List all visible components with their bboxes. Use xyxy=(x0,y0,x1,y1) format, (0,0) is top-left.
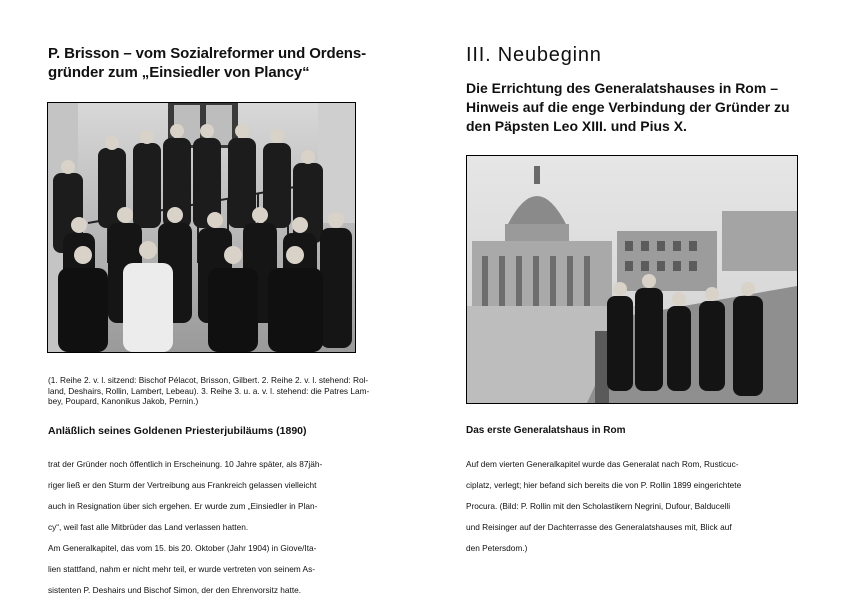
left-body-line: auch in Resignation über sich ergehen. Er wurde zum „Einsiedler in Plan- xyxy=(48,500,318,511)
right-body-line: den Petersdom.) xyxy=(466,542,528,553)
left-body-line: lien stattfand, nahm er nicht mehr teil, er wurde vertreten von seinem As- xyxy=(48,563,316,574)
right-section-heading: Das erste Generalatshaus in Rom xyxy=(466,425,626,436)
right-subtitle-line-3: den Päpsten Leo XIII. und Pius X. xyxy=(466,118,687,134)
photo-caption-left: (1. Reihe 2. v. l. sitzend: Bischof Pélacot, Brisson, Gilbert. 2. Reihe 2. v. l. stehend: Rol- land, Deshairs, Rollin, Lambert, Lebeau). 3. Reihe 3. u. a. v. l. stehend: die Patres Lam- bey, Poupard, Kanonikus Jakob, Pernin.) xyxy=(48,375,370,406)
right-page-title: III. Neubeginn xyxy=(466,44,602,66)
right-subtitle-line-1: Die Errichtung des Generalatshauses in Rom – xyxy=(466,80,778,96)
group-photo-priests xyxy=(47,102,356,353)
rome-rooftop-photo xyxy=(466,155,798,404)
right-subtitle-line-2: Hinweis auf die enge Verbindung der Gründer zu xyxy=(466,99,790,115)
left-body-line: riger ließ er den Sturm der Vertreibung aus Frankreich gelassen vielleicht xyxy=(48,479,317,490)
right-body-line: Auf dem vierten Generalkapitel wurde das Generalat nach Rom, Rusticuc- xyxy=(466,458,739,469)
left-section-heading: Anläßlich seines Goldenen Priesterjubiläums (1890) xyxy=(48,425,307,437)
right-body-text xyxy=(466,448,816,564)
left-page-title xyxy=(48,44,378,82)
left-body-line: Am Generalkapitel, das vom 15. bis 20. Oktober (Jahr 1904) in Giove/Ita- xyxy=(48,542,317,553)
right-page-subtitle xyxy=(466,79,811,136)
right-body-line: ciplatz, verlegt; hier befand sich bereits die von P. Rollin 1899 eingerichtete xyxy=(466,479,742,490)
left-title-line-1: P. Brisson – vom Sozialreformer und Ordens- xyxy=(48,45,367,62)
left-body-line: sistenten P. Deshairs und Bischof Simon, der den Ehrenvorsitz hatte. xyxy=(48,584,302,595)
left-body-line: trat der Gründer noch öffentlich in Erscheinung. 10 Jahre später, als 87jäh- xyxy=(48,458,323,469)
right-body-line: Procura. (Bild: P. Rollin mit den Scholastikern Negrini, Dufour, Balducelli xyxy=(466,500,731,511)
left-body-line: cy“, weil fast alle Mitbrüder das Land verlassen hatten. xyxy=(48,521,249,532)
left-body-text xyxy=(48,448,388,606)
right-body-line: und Reisinger auf der Dachterrasse des Generalatshauses mit, Blick auf xyxy=(466,521,732,532)
left-title-line-2: gründer zum „Einsiedler von Plancy“ xyxy=(48,64,310,81)
